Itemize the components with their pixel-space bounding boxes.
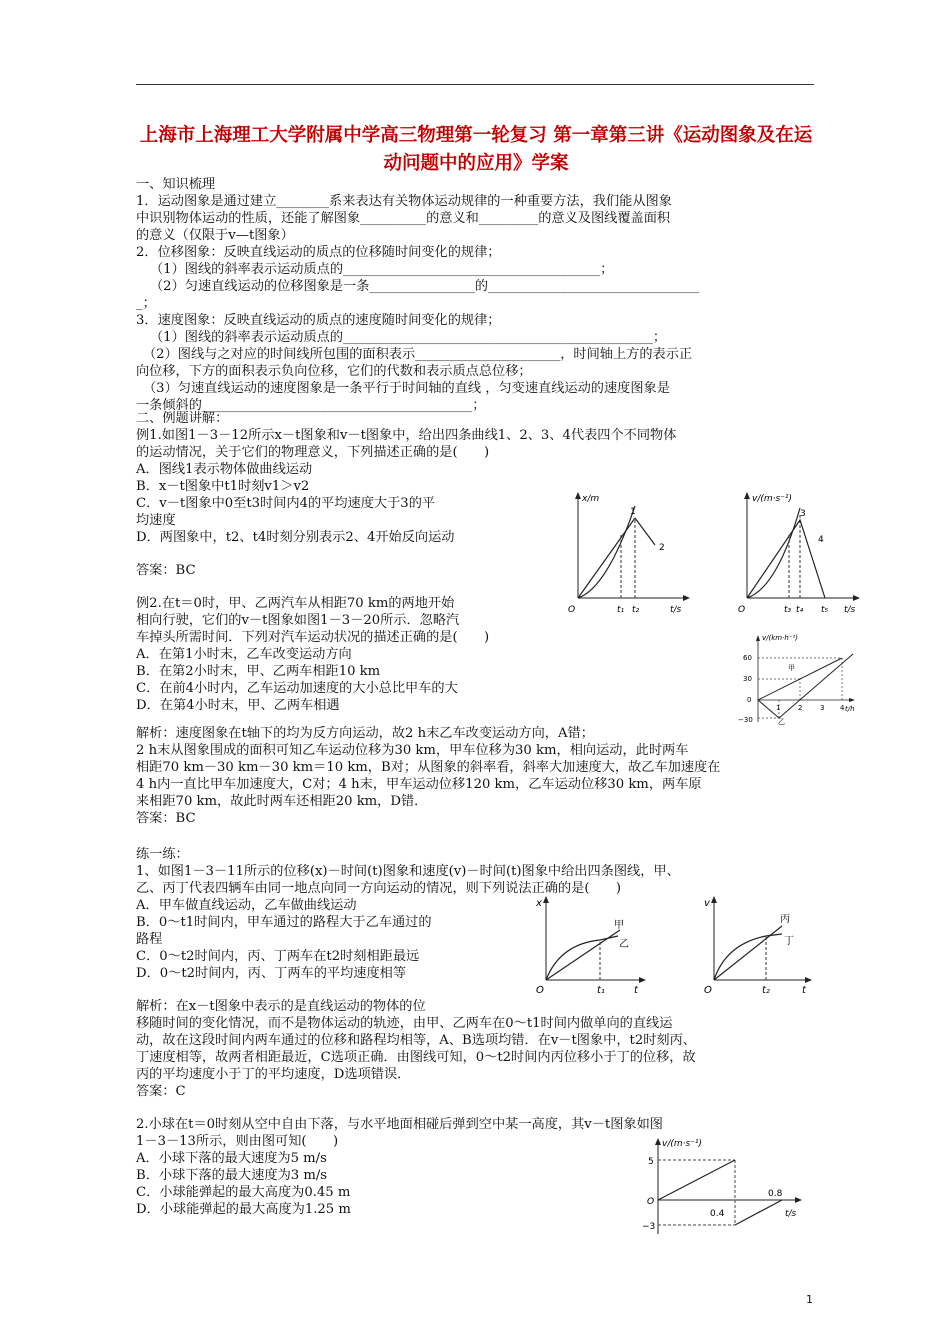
axis-label: v — [704, 898, 710, 909]
text-line: 移随时间的变化情况，而不是物体运动的轨迹，由甲、乙两车在0～t1时间内做单向的直线运 — [136, 1016, 673, 1031]
axis-label: t/s — [670, 605, 682, 615]
text-line: 2.小球在t＝0时刻从空中自由下落，与水平地面相碰后弹到空中某一高度，其v－t图象如图 — [136, 1117, 663, 1132]
header-rule — [136, 84, 814, 85]
fall-line — [658, 1160, 735, 1200]
section-heading: 二、例题讲解： — [136, 411, 229, 426]
text-line: 1．运动图象是通过建立________系来表达有关物体运动规律的一种重要方法，我们能从图象 — [136, 194, 672, 209]
tick-label: t₁ — [617, 605, 625, 615]
curve-3 — [747, 508, 800, 598]
tick-label: 1 — [776, 704, 781, 712]
option-line: A．图线1表示物体做曲线运动 — [136, 462, 313, 477]
axis-label: x/m — [582, 494, 600, 504]
tick-label: t₃ — [784, 605, 792, 615]
tick-label: 60 — [743, 654, 752, 662]
v-t-graph-bing-ding — [704, 896, 812, 996]
section-heading: 练一练： — [136, 847, 189, 862]
tick-label: 30 — [743, 675, 752, 683]
option-line: B．0～t1时间内，甲车通过的路程大于乙车通过的 — [136, 915, 432, 930]
text-line: 解析：在x－t图象中表示的是直线运动的物体的位 — [136, 999, 426, 1014]
figure-practice1 — [530, 892, 820, 996]
axis-label: t/s — [785, 1209, 797, 1219]
text-line: （2）匀速直线运动的位移图象是一条________________的________________________________ — [150, 279, 700, 294]
tick-label: t₄ — [796, 605, 804, 615]
rebound-line — [735, 1200, 782, 1225]
answer-line: 答案：C — [136, 1084, 186, 1099]
tick-label: t₁ — [597, 985, 605, 996]
curve-label: 3 — [800, 509, 806, 519]
tick-label: 5 — [648, 1157, 654, 1167]
text-line: （1）图线的斜率表示运动质点的_______________________________________________； — [150, 330, 667, 345]
axis-label: t — [802, 985, 806, 996]
text-line: 例2.在t＝0时，甲、乙两汽车从相距70 km的两地开始 — [136, 596, 455, 611]
option-line: D．两图象中，t2、t4时刻分别表示2、4开始反向运动 — [136, 530, 455, 545]
option-line: A．小球下落的最大速度为5 m/s — [136, 1151, 327, 1166]
section-heading: 一、知识梳理 — [136, 177, 216, 192]
text-line: 丁速度相等，故两者相距最近，C选项正确．由图线可知，0～t2时间内丙位移小于丁的位移，故 — [136, 1050, 696, 1065]
origin-label: O — [536, 985, 544, 996]
axis-label: t/s — [844, 605, 856, 615]
page-title: 上海市上海理工大学附属中学高三物理第一轮复习 第一章第三讲《运动图象及在运动问题中的应用》学案 — [139, 125, 813, 174]
axis-label: t/h — [845, 705, 855, 713]
option-line: C．在前4小时内，乙车运动加速度的大小总比甲车的大 — [136, 681, 458, 696]
answer-line: 答案：BC — [136, 563, 196, 578]
series-label: 丙 — [780, 914, 790, 925]
text-line: 解析：速度图象在t轴下的均为反方向运动，故2 h末乙车改变运动方向，A错； — [136, 726, 594, 741]
option-line: 均速度 — [136, 513, 176, 528]
tick-label: 4 — [840, 704, 845, 712]
option-line: C．0～t2时间内，丙、丁两车在t2时刻相距最远 — [136, 949, 420, 964]
tick-label: t₅ — [821, 605, 829, 615]
text-line: 一条倾斜的_________________________________________； — [136, 398, 486, 413]
option-line: 路程 — [136, 932, 163, 947]
series-label: 甲 — [788, 664, 795, 672]
answer-line: 答案：BC — [136, 811, 196, 826]
option-line: C．v－t图象中0至t3时间内4的平均速度大于3的平 — [136, 496, 436, 511]
figure-example2 — [728, 630, 863, 726]
text-line: 中识别物体运动的性质，还能了解图象__________的意义和_________的意义及图线覆盖面积 — [136, 211, 671, 226]
text-line: 1－3－13所示，则由图可知( ) — [136, 1134, 339, 1149]
x-t-graph-jia-yi — [535, 896, 646, 996]
axis-label: v/(km·h⁻¹) — [762, 634, 798, 642]
option-line: B．在第2小时末，甲、乙两车相距10 km — [136, 664, 381, 679]
tick-label: 0.4 — [710, 1209, 725, 1219]
text-line: 的意义（仅限于v—t图象） — [136, 228, 294, 243]
axis-label: x — [536, 898, 542, 909]
text-line: 1、如图1－3－11所示的位移(x)－时间(t)图象和速度(v)－时间(t)图象中给出四条图线，甲、 — [136, 864, 680, 879]
series-label: 乙 — [619, 939, 629, 950]
tick-label: t₂ — [632, 605, 640, 615]
text-line: 4 h内一直比甲车加速度大，C对；4 h末，甲车运动位移120 km，乙车运动位移30 km，两车原 — [136, 777, 702, 792]
text-line: 来相距70 km，故此时两车还相距20 km，D错． — [136, 794, 428, 809]
option-line: A．甲车做直线运动，乙车做曲线运动 — [136, 898, 357, 913]
text-line: 向位移，下方的面积表示负向位移，它们的代数和表示质点总位移； — [136, 364, 532, 379]
text-line: _； — [136, 296, 156, 311]
curve-label: 1 — [630, 507, 636, 517]
curve-label: 2 — [659, 543, 665, 553]
curve-label: 4 — [818, 535, 824, 545]
text-line: 车掉头所需时间．下列对汽车运动状况的描述正确的是( ) — [136, 630, 490, 645]
option-line: D．小球能弹起的最大高度为1.25 m — [136, 1202, 351, 1217]
line-bing — [714, 926, 782, 980]
origin-label: O — [647, 1197, 655, 1207]
text-line: （2）图线与之对应的时间线所包围的面积表示______________________，时间轴上方的表示正 — [143, 347, 693, 362]
tick-label: 0.8 — [768, 1189, 783, 1199]
text-line: 乙、丙丁代表四辆车由同一地点向同一方向运动的情况，则下列说法正确的是( ) — [136, 881, 622, 896]
tick-label: −3 — [642, 1222, 656, 1232]
origin-label: O — [704, 985, 712, 996]
option-line: B．小球下落的最大速度为3 m/s — [136, 1168, 328, 1183]
text-line: 2．位移图象：反映直线运动的质点的位移随时间变化的规律； — [136, 245, 501, 260]
text-line: 2 h末从图象围成的面积可知乙车运动位移为30 km，甲车位移为30 km，相向运动，此时两车 — [136, 743, 689, 758]
axis-label: t — [634, 985, 638, 996]
origin-label: O — [738, 605, 746, 615]
text-line: 的运动情况，关于它们的物理意义，下列描述正确的是( ) — [136, 445, 490, 460]
v-t-graph — [738, 492, 860, 615]
curve-ding — [714, 934, 782, 980]
axis-label: v/(m·s⁻¹) — [752, 494, 793, 504]
text-line: （1）图线的斜率表示运动质点的_______________________________________； — [150, 262, 614, 277]
text-line: 例1.如图1－3－12所示x－t图象和v－t图象中，给出四条曲线1、2、3、4代表四个不同物体 — [136, 428, 677, 443]
option-line: D．0～t2时间内，丙、丁两车的平均速度相等 — [136, 966, 407, 981]
figure-example1 — [562, 488, 868, 624]
series-label: 丁 — [784, 936, 794, 947]
x-t-graph — [568, 492, 690, 615]
text-line: （3）匀速直线运动的速度图象是一条平行于时间轴的直线 ，匀变速直线运动的速度图象是 — [143, 381, 670, 396]
text-line: 3．速度图象：反映直线运动的质点的速度随时间变化的规律； — [136, 313, 501, 328]
tick-label: 2 — [798, 704, 803, 712]
curve-2-tail — [635, 518, 655, 545]
tick-label: t₂ — [762, 985, 770, 996]
curve-1 — [578, 506, 635, 598]
figure-practice2 — [640, 1134, 810, 1240]
series-label: 乙 — [778, 718, 785, 726]
tick-label: 0 — [747, 696, 752, 704]
curve-4 — [747, 520, 825, 598]
text-line: 动，故在这段时间内两车通过的位移和路程均相等，A、B选项均错．在v－t图象中，t2时刻丙、 — [136, 1033, 696, 1048]
tick-label: −30 — [738, 716, 753, 724]
option-line: D．在第4小时末，甲、乙两车相遇 — [136, 698, 340, 713]
option-line: A．在第1小时末，乙车改变运动方向 — [136, 647, 352, 662]
option-line: C．小球能弹起的最大高度为0.45 m — [136, 1185, 351, 1200]
axis-label: v/(m·s⁻¹) — [662, 1139, 703, 1149]
page-number: 1 — [806, 1293, 813, 1306]
line-yi — [758, 654, 853, 718]
text-line: 相向行驶，它们的v－t图象如图1－3－20所示．忽略汽 — [136, 613, 460, 628]
text-line: 丙的平均速度小于丁的平均速度，D选项错误． — [136, 1067, 411, 1082]
option-line: B．x－t图象中t1时刻v1＞v2 — [136, 479, 310, 494]
tick-label: 3 — [820, 704, 825, 712]
series-label: 甲 — [614, 920, 624, 931]
text-line: 相距70 km－30 km－30 km＝10 km，B对；从图象的斜率看，斜率大加速度大，故乙车加速度在 — [136, 760, 721, 775]
origin-label: O — [568, 605, 576, 615]
